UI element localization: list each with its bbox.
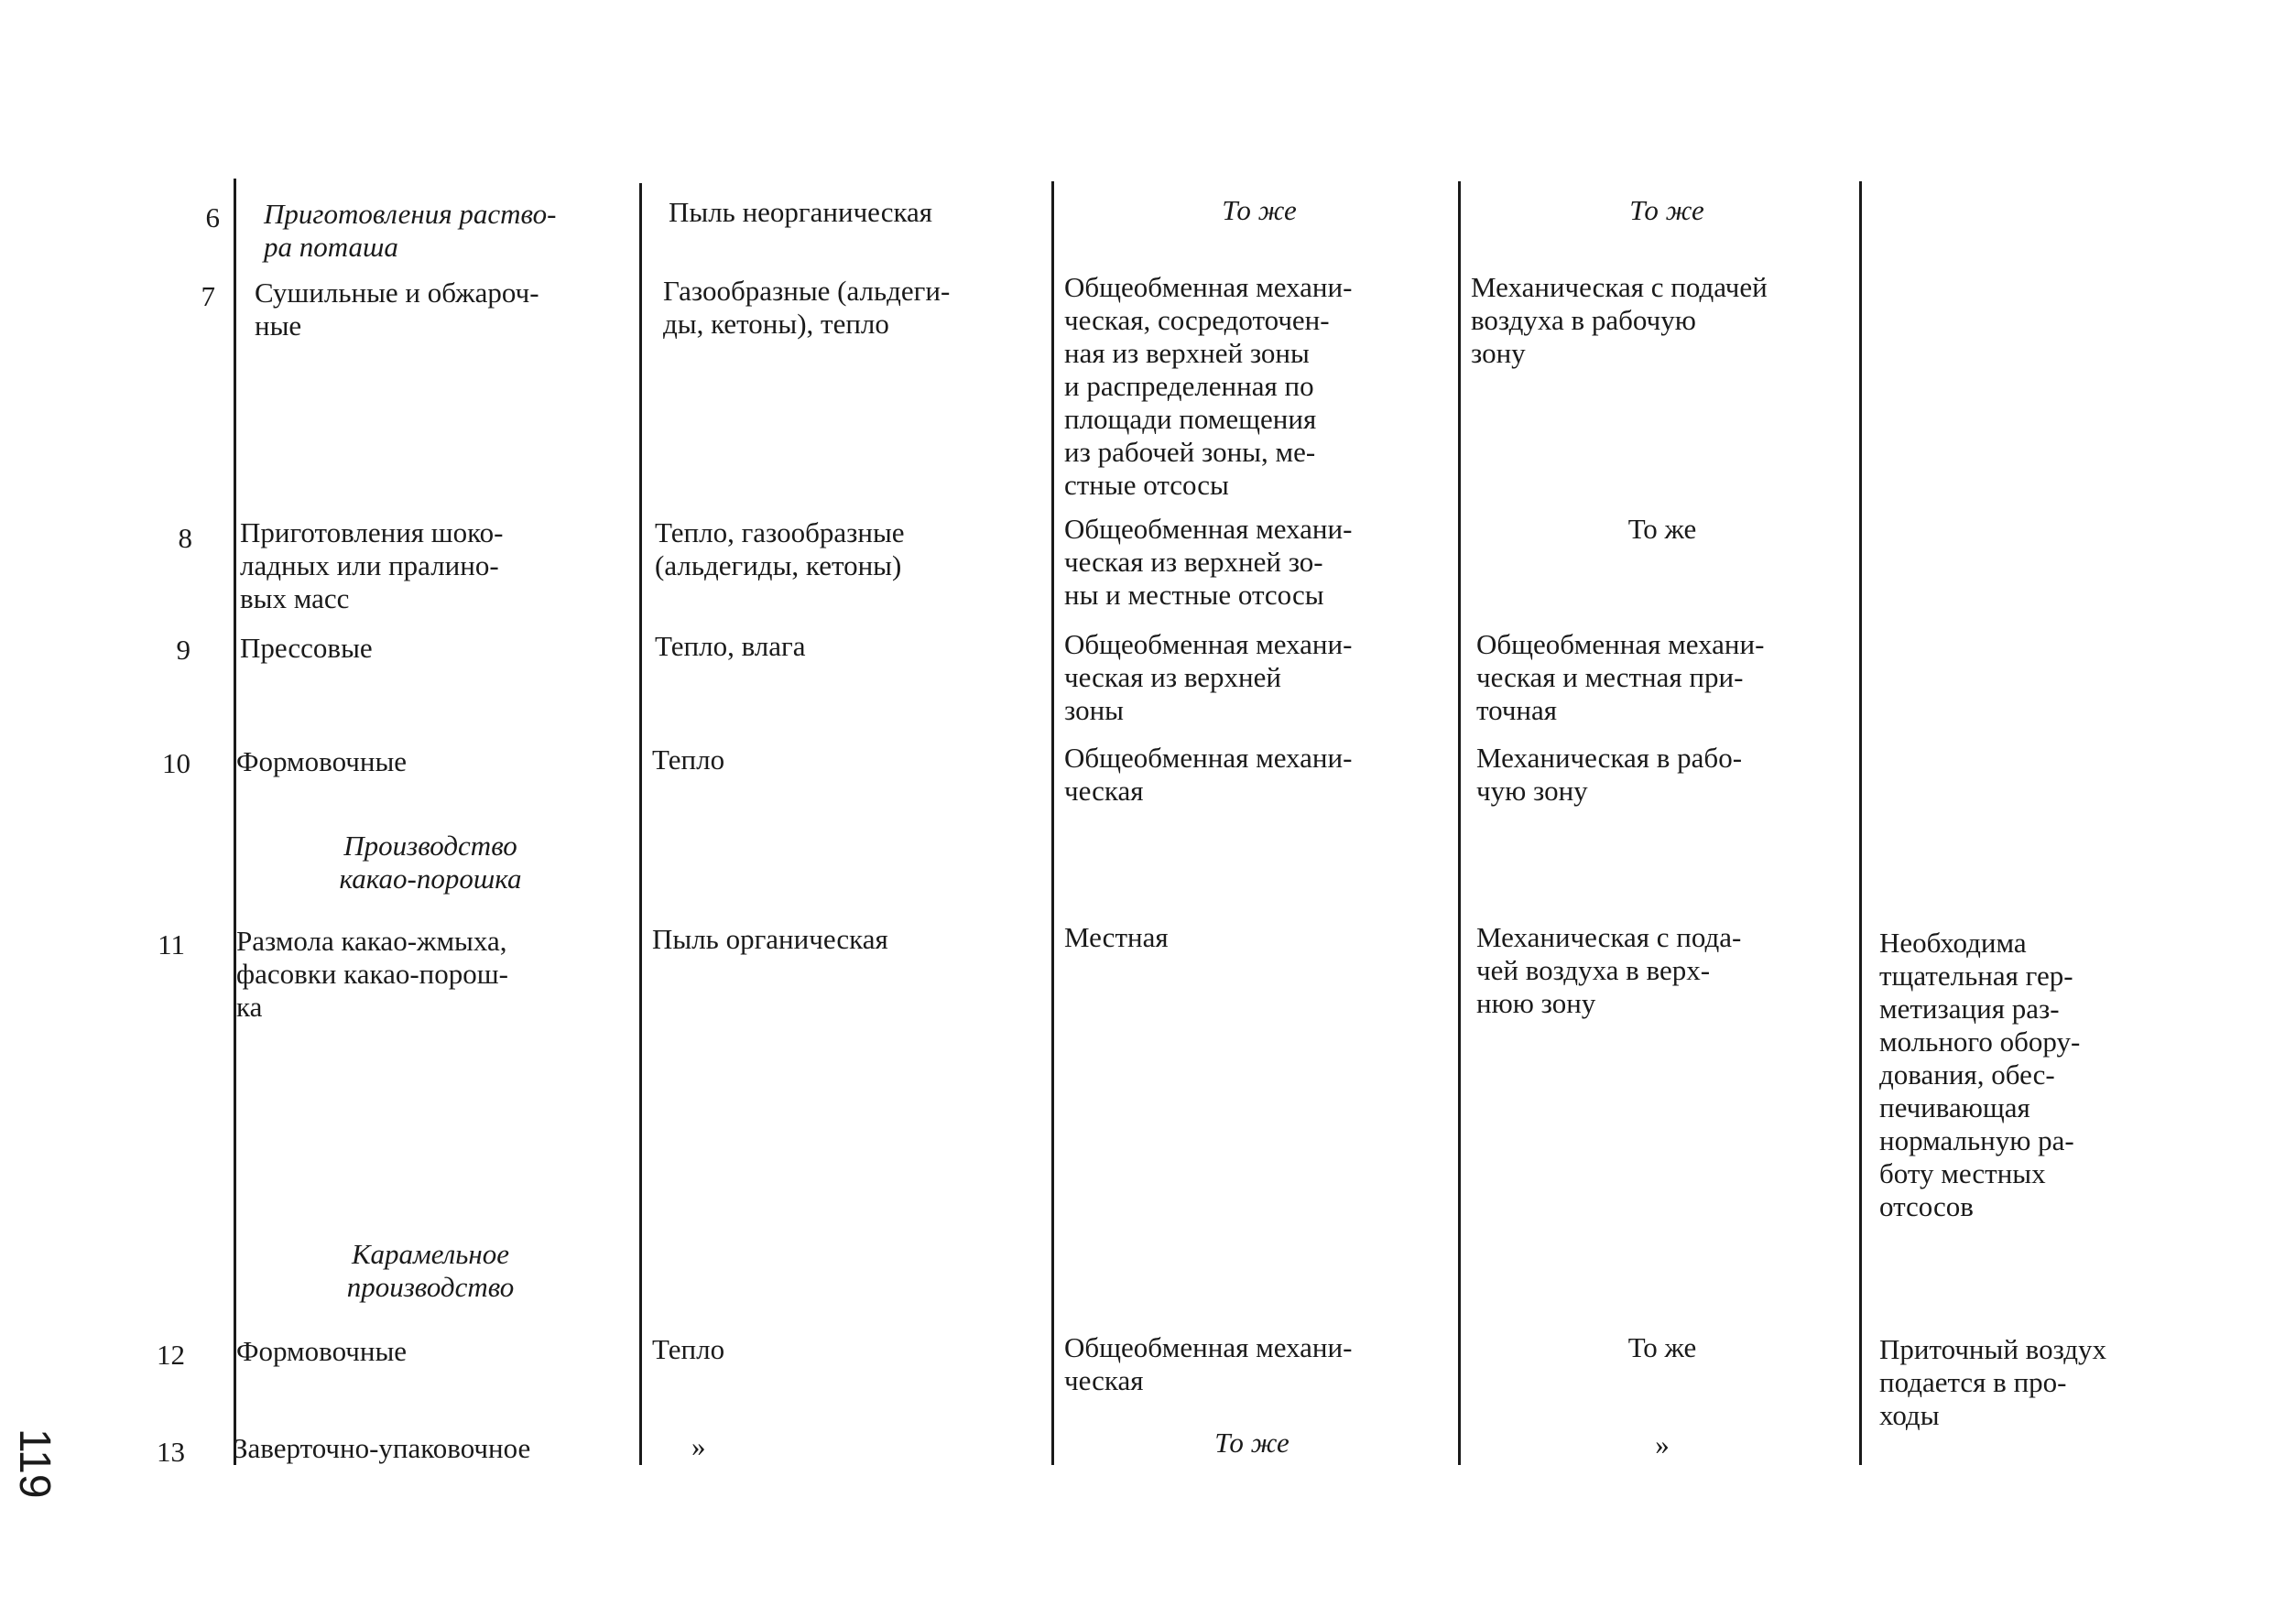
row-ventilation: Местная bbox=[1064, 921, 1169, 953]
column-rule-3 bbox=[1051, 181, 1054, 1465]
row-hazard: Тепло bbox=[652, 1333, 725, 1365]
row-ventilation: Общеобменная механи- ческая из верхней зо- ны и местные отсосы bbox=[1064, 513, 1353, 611]
row-hazard: Пыль неорганическая bbox=[669, 196, 933, 228]
row-hazard: » bbox=[691, 1430, 706, 1462]
row-number: 6 bbox=[205, 201, 220, 233]
row-number: 10 bbox=[162, 747, 190, 779]
row-note: Необходима тщательная гер- метизация раз- мольного обору- дования, обес- печивающая нормальную ра- боту местных отсосов bbox=[1879, 927, 2081, 1222]
row-air-supply: Механическая с пода- чей воздуха в верх- нюю зону bbox=[1476, 921, 1742, 1019]
row-number: 9 bbox=[176, 634, 190, 666]
row-ventilation: Общеобменная механи- ческая, сосредоточен- ная из верхней зоны и распределенная по площади помещения из рабочей зоны, ме- стные отсосы bbox=[1064, 271, 1353, 501]
row-air-supply: То же bbox=[1627, 1331, 1697, 1363]
row-hazard: Тепло bbox=[652, 743, 725, 776]
row-name: Прессовые bbox=[240, 632, 373, 664]
row-number: 8 bbox=[178, 522, 192, 554]
row-hazard: Тепло, влага bbox=[655, 630, 806, 662]
row-air-supply: То же bbox=[1627, 513, 1697, 545]
row-air-supply: Механическая в рабо- чую зону bbox=[1476, 742, 1743, 807]
row-air-supply: Общеобменная механи- ческая и местная при- точная bbox=[1476, 628, 1765, 726]
row-ventilation: Общеобменная механи- ческая bbox=[1064, 742, 1353, 807]
page-number: 119 bbox=[10, 1428, 59, 1499]
row-ventilation: Общеобменная механи- ческая из верхней зоны bbox=[1064, 628, 1353, 726]
column-rule-2 bbox=[639, 183, 642, 1465]
row-name: Приготовления раство- ра поташа bbox=[264, 198, 557, 263]
section-heading: Карамельное производство bbox=[346, 1238, 515, 1303]
row-hazard: Тепло, газообразные (альдегиды, кетоны) bbox=[655, 516, 905, 581]
row-name: Заверточно-упаковочное bbox=[234, 1432, 531, 1464]
row-ventilation: То же bbox=[1214, 1427, 1289, 1459]
row-number: 11 bbox=[158, 928, 185, 960]
row-note: Приточный воздух подается в про- ходы bbox=[1879, 1333, 2107, 1431]
row-air-supply: Механическая с подачей воздуха в рабочую зону bbox=[1471, 271, 1768, 369]
row-name: Формовочные bbox=[236, 1335, 408, 1367]
row-number: 7 bbox=[201, 280, 215, 312]
row-number: 12 bbox=[157, 1339, 185, 1371]
row-name: Формовочные bbox=[236, 745, 408, 777]
row-name: Размола какао-жмыха, фасовки какао-порош- ка bbox=[236, 925, 508, 1023]
row-name: Приготовления шоко- ладных или пралино- вых масс bbox=[240, 516, 504, 614]
row-number: 13 bbox=[157, 1436, 185, 1468]
row-air-supply: » bbox=[1655, 1428, 1670, 1460]
row-ventilation: Общеобменная механи- ческая bbox=[1064, 1331, 1353, 1396]
row-air-supply: То же bbox=[1629, 194, 1704, 226]
row-name: Сушильные и обжароч- ные bbox=[255, 277, 539, 342]
column-rule-1 bbox=[234, 179, 236, 1465]
row-hazard: Газообразные (альдеги- ды, кетоны), тепло bbox=[663, 275, 951, 340]
row-hazard: Пыль органическая bbox=[652, 923, 888, 955]
column-rule-5 bbox=[1859, 181, 1862, 1465]
column-rule-4 bbox=[1458, 181, 1461, 1465]
row-ventilation: То же bbox=[1222, 194, 1297, 226]
section-heading: Производство какао-порошка bbox=[339, 830, 522, 895]
